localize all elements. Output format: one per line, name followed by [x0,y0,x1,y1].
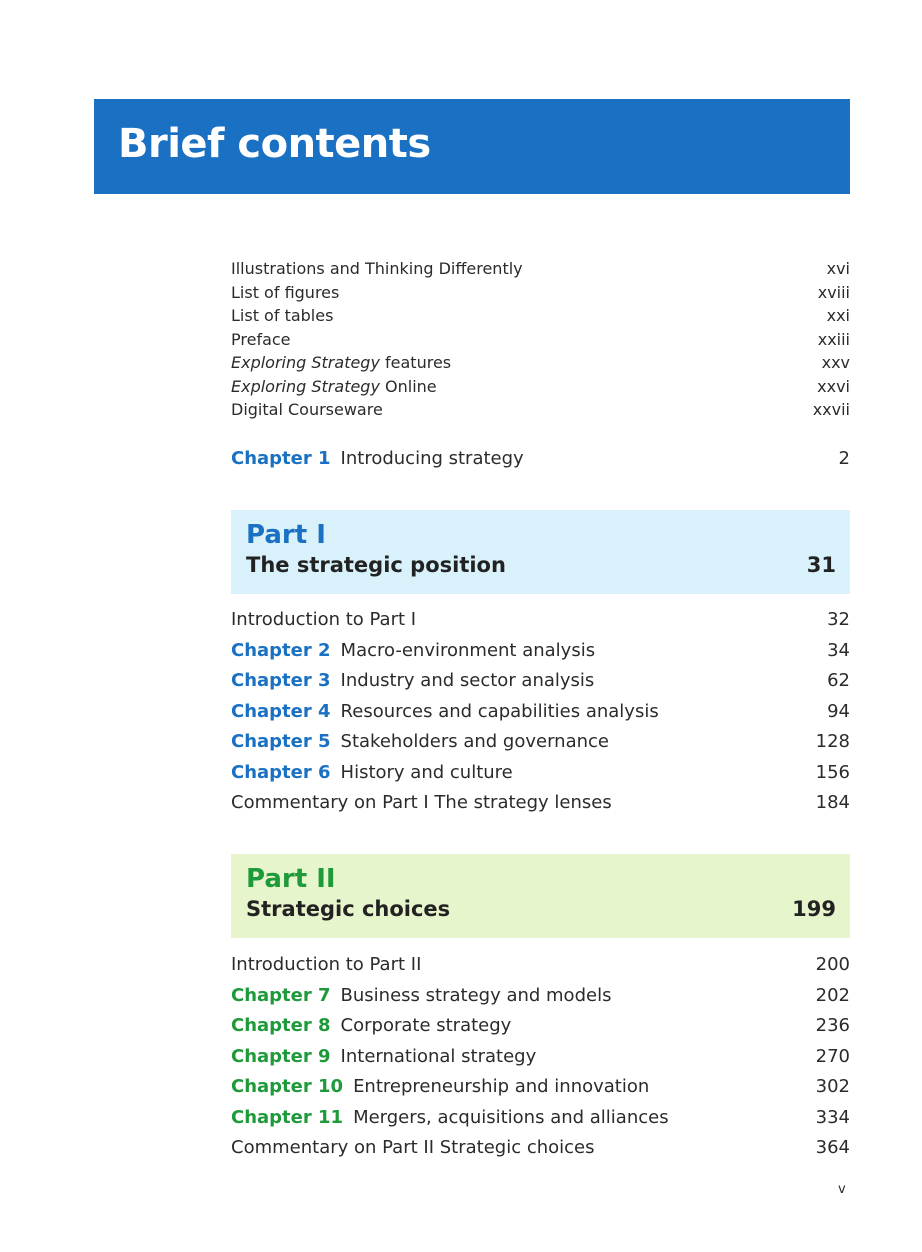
entry-title: Introduction to Part II [231,954,422,975]
toc-entry[interactable] [231,400,850,424]
chapter-title: International strategy [340,1045,537,1067]
entry-label: Online [379,376,437,396]
toc-entry[interactable] [231,353,850,377]
chapter-number: Chapter 2 [231,639,331,661]
title-banner [94,99,850,194]
entry-page: 270 [815,1045,850,1067]
chapter-number: Chapter 6 [231,761,331,783]
chapter-title: Introducing strategy [340,448,524,469]
entry-label: Digital Courseware [231,400,383,419]
entry-page: xxiii [817,329,850,349]
entry-label: List of tables [231,306,334,325]
entry-label: features [379,353,452,372]
toc-entry[interactable] [231,762,850,793]
part-label: Part I [246,520,326,550]
chapter-title: Entrepreneurship and innovation [353,1076,650,1097]
entry-page: xvi [826,259,850,278]
entry-italic: Exploring Strategy [231,353,380,372]
entry-page: 34 [827,639,850,661]
entry-page: 156 [815,761,850,783]
chapter-title: Macro-environment analysis [340,639,596,661]
toc-entry[interactable] [231,1107,850,1138]
toc-entry[interactable] [231,377,850,401]
toc-entry[interactable] [231,330,850,354]
chapter-title: Corporate strategy [340,1015,512,1036]
toc-entry[interactable] [231,701,850,732]
part-page: 199 [792,897,836,921]
front-matter-list [231,259,850,424]
chapter-title: Mergers, acquisitions and alliances [353,1106,669,1128]
entry-page: 334 [815,1106,850,1128]
entry-title: Introduction to Part I [231,609,417,630]
toc-entry[interactable] [231,609,850,640]
toc-entry[interactable] [231,985,850,1016]
part-label: Part II [246,864,336,894]
entry-page: xxvi [817,376,850,396]
toc-entry[interactable] [231,448,850,479]
entry-page: 128 [815,731,850,752]
entry-title: Commentary on Part II Strategic choices [231,1137,595,1158]
entry-page: 62 [827,670,850,691]
part-2-heading[interactable] [231,854,850,938]
toc-entry[interactable] [231,1076,850,1107]
chapter-number: Chapter 4 [231,700,331,722]
entry-page: xxi [826,306,850,325]
page-title: Brief contents [118,121,431,167]
part-title: The strategic position [246,553,506,577]
toc-entry[interactable] [231,792,850,823]
part-title-row [246,553,836,577]
chapter-number: Chapter 7 [231,984,331,1006]
toc-entry[interactable] [231,283,850,307]
chapter-number: Chapter 11 [231,1106,344,1128]
entry-page: 2 [838,448,850,469]
part-title: Strategic choices [246,897,451,921]
chapter-number: Chapter 8 [231,1015,331,1036]
part-page: 31 [806,553,836,577]
toc-entry[interactable] [231,1046,850,1077]
entry-title: Commentary on Part I The strategy lenses [231,792,612,813]
intro-chapter [231,448,850,479]
part-title-row [246,897,836,921]
page-folio: v [838,1182,846,1197]
entry-label: Preface [231,329,291,349]
toc-entry[interactable] [231,306,850,330]
toc-entry[interactable] [231,640,850,671]
part-1-heading[interactable] [231,510,850,594]
toc-entry[interactable] [231,1015,850,1046]
part-1-list [231,609,850,823]
entry-page: 94 [827,700,850,722]
chapter-title: Business strategy and models [340,984,612,1006]
toc-entry[interactable] [231,670,850,701]
chapter-number: Chapter 10 [231,1076,344,1097]
entry-label: Illustrations and Thinking Differently [231,259,523,278]
entry-label: List of figures [231,282,340,302]
entry-page: 202 [815,984,850,1006]
entry-page: 32 [827,609,850,630]
chapter-title: History and culture [340,761,513,783]
chapter-number: Chapter 1 [231,448,331,469]
chapter-number: Chapter 9 [231,1045,331,1067]
chapter-title: Resources and capabilities analysis [340,700,659,722]
chapter-number: Chapter 5 [231,731,331,752]
chapter-title: Stakeholders and governance [340,731,609,752]
entry-page: 184 [815,792,850,813]
toc-entry[interactable] [231,954,850,985]
entry-page: 364 [815,1137,850,1158]
toc-entry[interactable] [231,259,850,283]
entry-page: xviii [817,282,850,302]
entry-page: 302 [815,1076,850,1097]
entry-page: xxv [821,353,850,372]
part-2-list [231,954,850,1168]
entry-page: 200 [815,954,850,975]
toc-entry[interactable] [231,731,850,762]
entry-page: 236 [815,1015,850,1036]
chapter-title: Industry and sector analysis [340,670,595,691]
entry-italic: Exploring Strategy [231,376,380,396]
chapter-number: Chapter 3 [231,670,331,691]
toc-entry[interactable] [231,1137,850,1168]
entry-page: xxvii [812,400,850,419]
